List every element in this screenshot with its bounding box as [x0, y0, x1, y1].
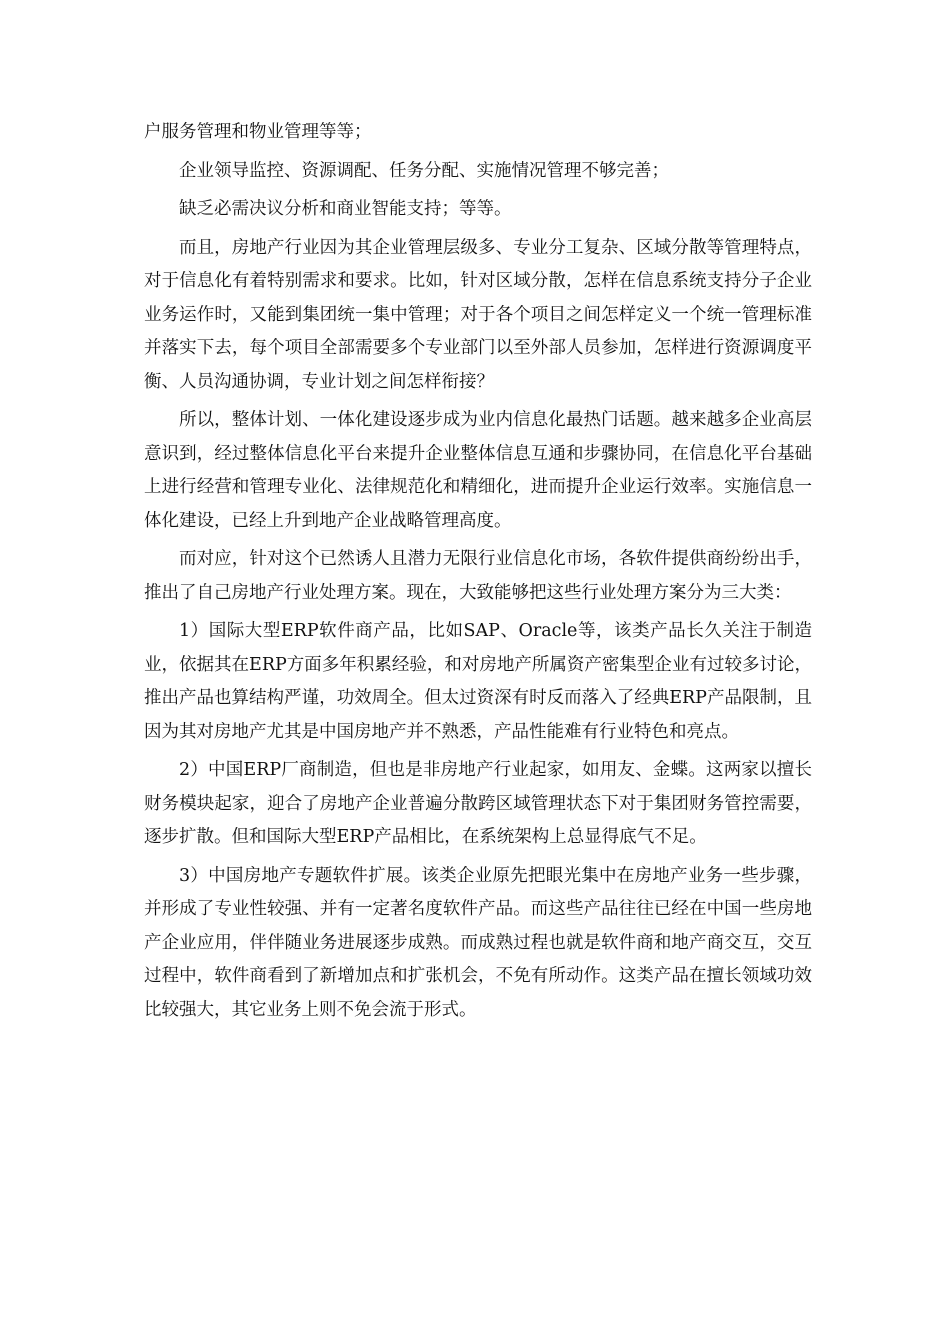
list-item-international-erp: 1）国际大型ERP软件商产品，比如SAP、Oracle等，该类产品长久关注于制造业，依据其在ERP方面多年积累经验，和对房地产所属资产密集型企业有过较多讨论，推出产品也算结构严谨，功效周全。但太过资深有时反而落入了经典ERP产品限制，且因为其对房地产尤其是中国房地产并不熟悉，产品性能难有行业特色和亮点。 — [144, 621, 812, 742]
list-item-real-estate-software: 3）中国房地产专题软件扩展。该类企业原先把眼光集中在房地产业务一些步骤，并形成了专业性较强、并有一定著名度软件产品。而这些产品往往已经在中国一些房地产企业应用，伴伴随业务进展逐步成熟。而成熟过程也就是软件商和地产商交互，交互过程中，软件商看到了新增加点和扩张机会，不免有所动作。这类产品在擅长领域功效比较强大，其它业务上则不免会流于形式。 — [144, 865, 812, 1020]
paragraph-integrated-planning: 所以，整体计划、一体化建设逐步成为业内信息化最热门话题。越来越多企业高层意识到，经过整体信息化平台来提升企业整体信息互通和步骤协同，在信息化平台基础上进行经营和管理专业化、法律规范化和精细化，进而提升企业运行效率。实施信息一体化建设，已经上升到地产企业战略管理高度。 — [144, 410, 812, 531]
paragraph-continuation: 户服务管理和物业管理等等； — [144, 122, 372, 142]
paragraph-solution-categories: 而对应，针对这个已然诱人且潜力无限行业信息化市场，各软件提供商纷纷出手，推出了自己房地产行业处理方案。现在，大致能够把这些行业处理方案分为三大类： — [144, 549, 812, 603]
paragraph-decision-support: 缺乏必需决议分析和商业智能支持；等等。 — [179, 199, 512, 219]
paragraph-industry-requirements: 而且，房地产行业因为其企业管理层级多、专业分工复杂、区域分散等管理特点，对于信息化有着特别需求和要求。比如，针对区域分散，怎样在信息系统支持分子企业业务运作时，又能到集团统一集中管理；对于各个项目之间怎样定义一个统一管理标准并落实下去，每个项目全部需要多个专业部门以至外部人员参加，怎样进行资源调度平衡、人员沟通协调，专业计划之间怎样衔接？ — [144, 237, 812, 392]
paragraph-leadership-monitoring: 企业领导监控、资源调配、任务分配、实施情况管理不够完善； — [179, 160, 669, 181]
list-item-domestic-erp: 2）中国ERP厂商制造，但也是非房地产行业起家，如用友、金蝶。这两家以擅长财务模块起家，迎合了房地产企业普遍分散跨区域管理状态下对于集团财务管控需要，逐步扩散。但和国际大型ERP产品相比，在系统架构上总显得底气不足。 — [144, 760, 812, 847]
document-body — [144, 116, 812, 1032]
